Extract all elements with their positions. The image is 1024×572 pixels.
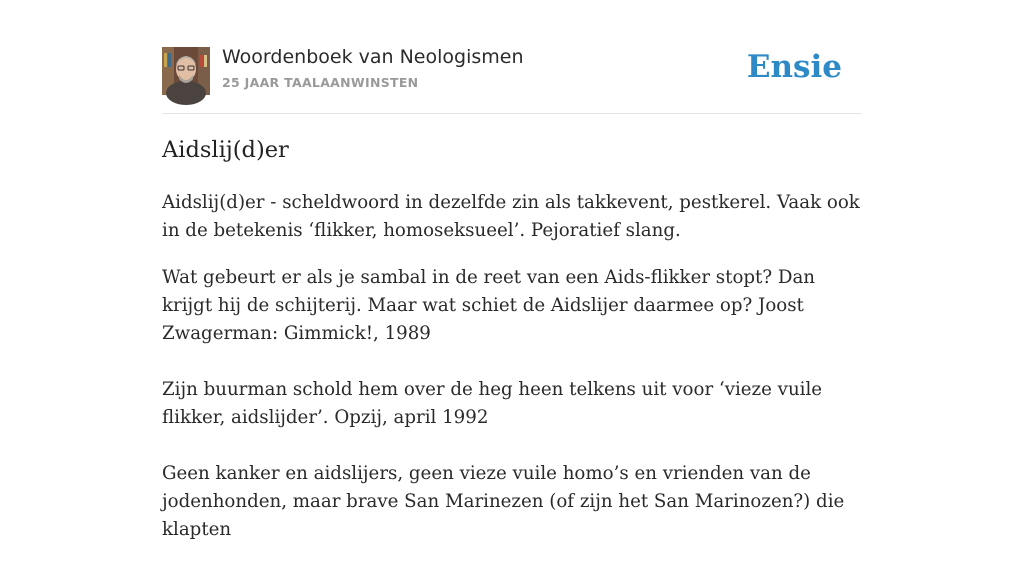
entry-body [162,189,866,572]
entry-definition: Aidslij(d)er - scheldwoord in dezelfde zin als takkevent, pestkerel. Vaak ook in de betekenis ‘flikker, homoseksueel’. Pejoratief slang. [162,192,860,241]
entry-title: Aidslij(d)er [162,137,289,163]
entry-quote: Geen kanker en aidslijers, geen vieze vuile homo’s en vrienden van de jodenhonden, maar brave San Marinezen (of zijn het San Marinozen?) die klapten [162,463,845,540]
ensie-logo-link[interactable]: Ensie [746,49,842,85]
author-avatar[interactable] [162,47,210,95]
entry-quote: Wat gebeurt er als je sambal in de reet van een Aids-flikker stopt? Dan krijgt hij de schijterij. Maar wat schiet de Aidslijer daarmee op? Joost Zwagerman: Gimmick!, 1989 [162,267,816,344]
author-portrait-icon [162,47,210,95]
entry-quote: Zijn buurman schold hem over de heg heen telkens uit voor ‘vieze vuile flikker, aidslijder’. Opzij, april 1992 [162,379,823,428]
site-title[interactable]: Woordenboek van Neologismen [222,46,524,68]
header-divider [162,113,862,114]
site-header [162,46,862,96]
site-subtitle: 25 JAAR TAALAANWINSTEN [222,75,419,90]
